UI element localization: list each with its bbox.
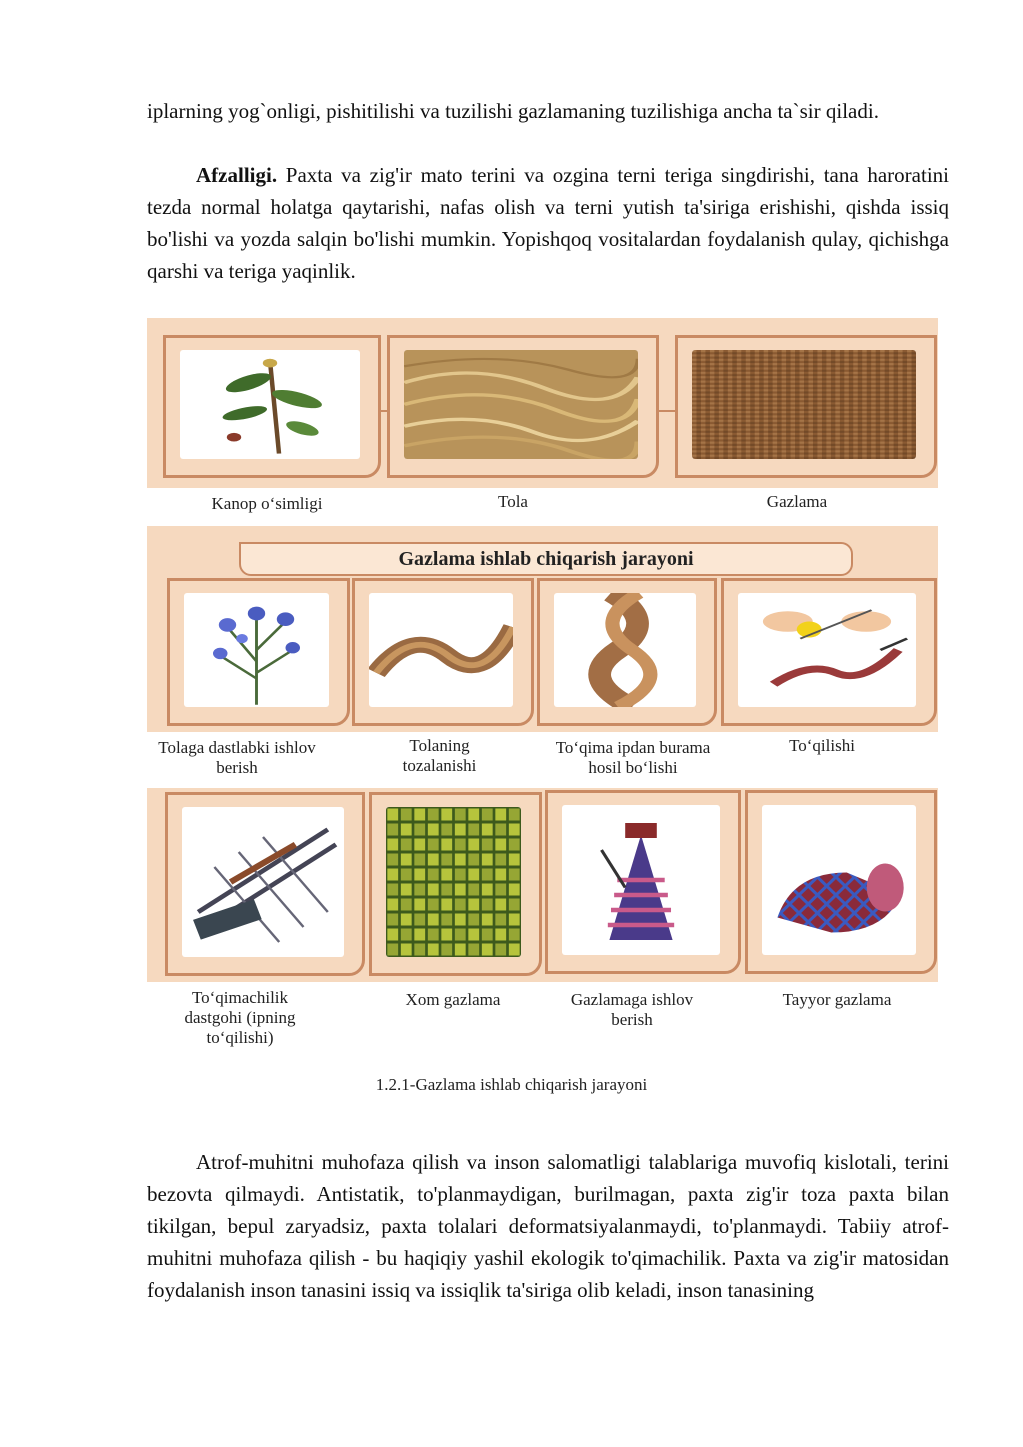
fabric-roll-icon	[762, 805, 916, 955]
advantages-heading: Afzalligi.	[196, 163, 278, 187]
tile-twisting	[537, 578, 717, 726]
knitting-illustration	[738, 593, 916, 707]
process-figure	[147, 318, 938, 1060]
figure-caption: 1.2.1-Gazlama ishlab chiqarish jarayoni	[375, 1075, 648, 1094]
raw-fabric-illustration	[386, 807, 521, 957]
advantages-text: Paxta va zig'ir mato terini va ozgina terni teriga singdirishi, tana haroratini tezda normal holatga qaytarishi, nafas olish va terni yutish ta'siriga erishishi, qishda issiq bo'lishi va yozda salqin bo'lishi mumkin. Yopishqoq vositalardan foydalanish qulay, qichishga qarshi va teriga yaqinlik.	[147, 163, 949, 283]
hands-knitting-icon	[738, 593, 916, 707]
fabric-icon	[692, 350, 916, 459]
caption-loom: To‘qimachilik dastgohi (ipning to‘qilishi)	[184, 988, 296, 1047]
twisting-illustration	[554, 593, 696, 707]
fiber-illustration	[404, 350, 638, 459]
tile-raw-fabric	[369, 792, 542, 976]
fabric-processing-illustration	[562, 805, 720, 955]
machine-icon	[562, 805, 720, 955]
tile-fabric	[675, 335, 937, 478]
paragraph-environment: Atrof-muhitni muhofaza qilish va inson salomatligi talablariga muvofiq kislotali, terini bezovta qilmaydi. Antistatik, to'planmaydigan, burilmagan, paxta zig'ir toza paxta bilan tikilgan, bepul zaryadsiz, paxta tolalari deformatsiyalanmaydi, to'planmaydi. Tabiiy atrof-muhitni muhofaza qilish - bu haqiqiy yashil ekologik to'qimachilik. Paxta va zig'ir matosidan foydalanish inson tanasini issiq va issiqlik ta'siriga olib keladi, inson tanasining	[147, 1150, 949, 1302]
tile-knitting	[721, 578, 937, 726]
cleaning-illustration	[369, 593, 513, 707]
loom-illustration	[182, 807, 344, 957]
twisted-fiber-icon	[369, 593, 513, 707]
connector-2	[659, 410, 675, 412]
loom-icon	[182, 807, 344, 957]
caption-first-processing: Tolaga dastlabki ishlov berish	[158, 738, 316, 777]
twisted-yarn-icon	[554, 593, 696, 707]
caption-cleaning: Tolaning tozalanishi	[402, 736, 477, 775]
fabric-illustration	[692, 350, 916, 459]
tile-ready-fabric	[745, 790, 937, 974]
flax-icon	[184, 593, 329, 707]
process-banner: Gazlama ishlab chiqarish jarayoni	[239, 542, 853, 576]
caption-ready-fabric: Tayyor gazlama	[782, 990, 892, 1009]
caption-raw-fabric: Xom gazlama	[405, 990, 501, 1009]
caption-fabric-processing: Gazlamaga ishlov berish	[570, 990, 694, 1029]
paragraph-intro: iplarning yog`onligi, pishitilishi va tuzilishi gazlamaning tuzilishiga ancha ta`sir qiladi.	[147, 99, 879, 123]
caption-knitting: To‘qilishi	[789, 736, 855, 755]
plant-icon	[180, 350, 360, 459]
tile-plant	[163, 335, 381, 478]
tile-loom	[165, 792, 365, 976]
tile-fiber	[387, 335, 659, 478]
tile-fabric-processing	[545, 790, 741, 974]
woven-pattern-icon	[386, 807, 521, 957]
flax-illustration	[184, 593, 329, 707]
plant-illustration	[180, 350, 360, 459]
caption-fabric: Gazlama	[766, 492, 828, 511]
ready-fabric-illustration	[762, 805, 916, 955]
caption-plant: Kanop o‘simligi	[211, 494, 323, 513]
paragraph-advantages	[147, 159, 949, 287]
tile-cleaning	[352, 578, 534, 726]
caption-twisting: To‘qima ipdan burama hosil bo‘lishi	[555, 738, 711, 777]
fiber-icon	[404, 350, 638, 459]
tile-first-processing	[167, 578, 350, 726]
caption-fiber: Tola	[498, 492, 528, 511]
